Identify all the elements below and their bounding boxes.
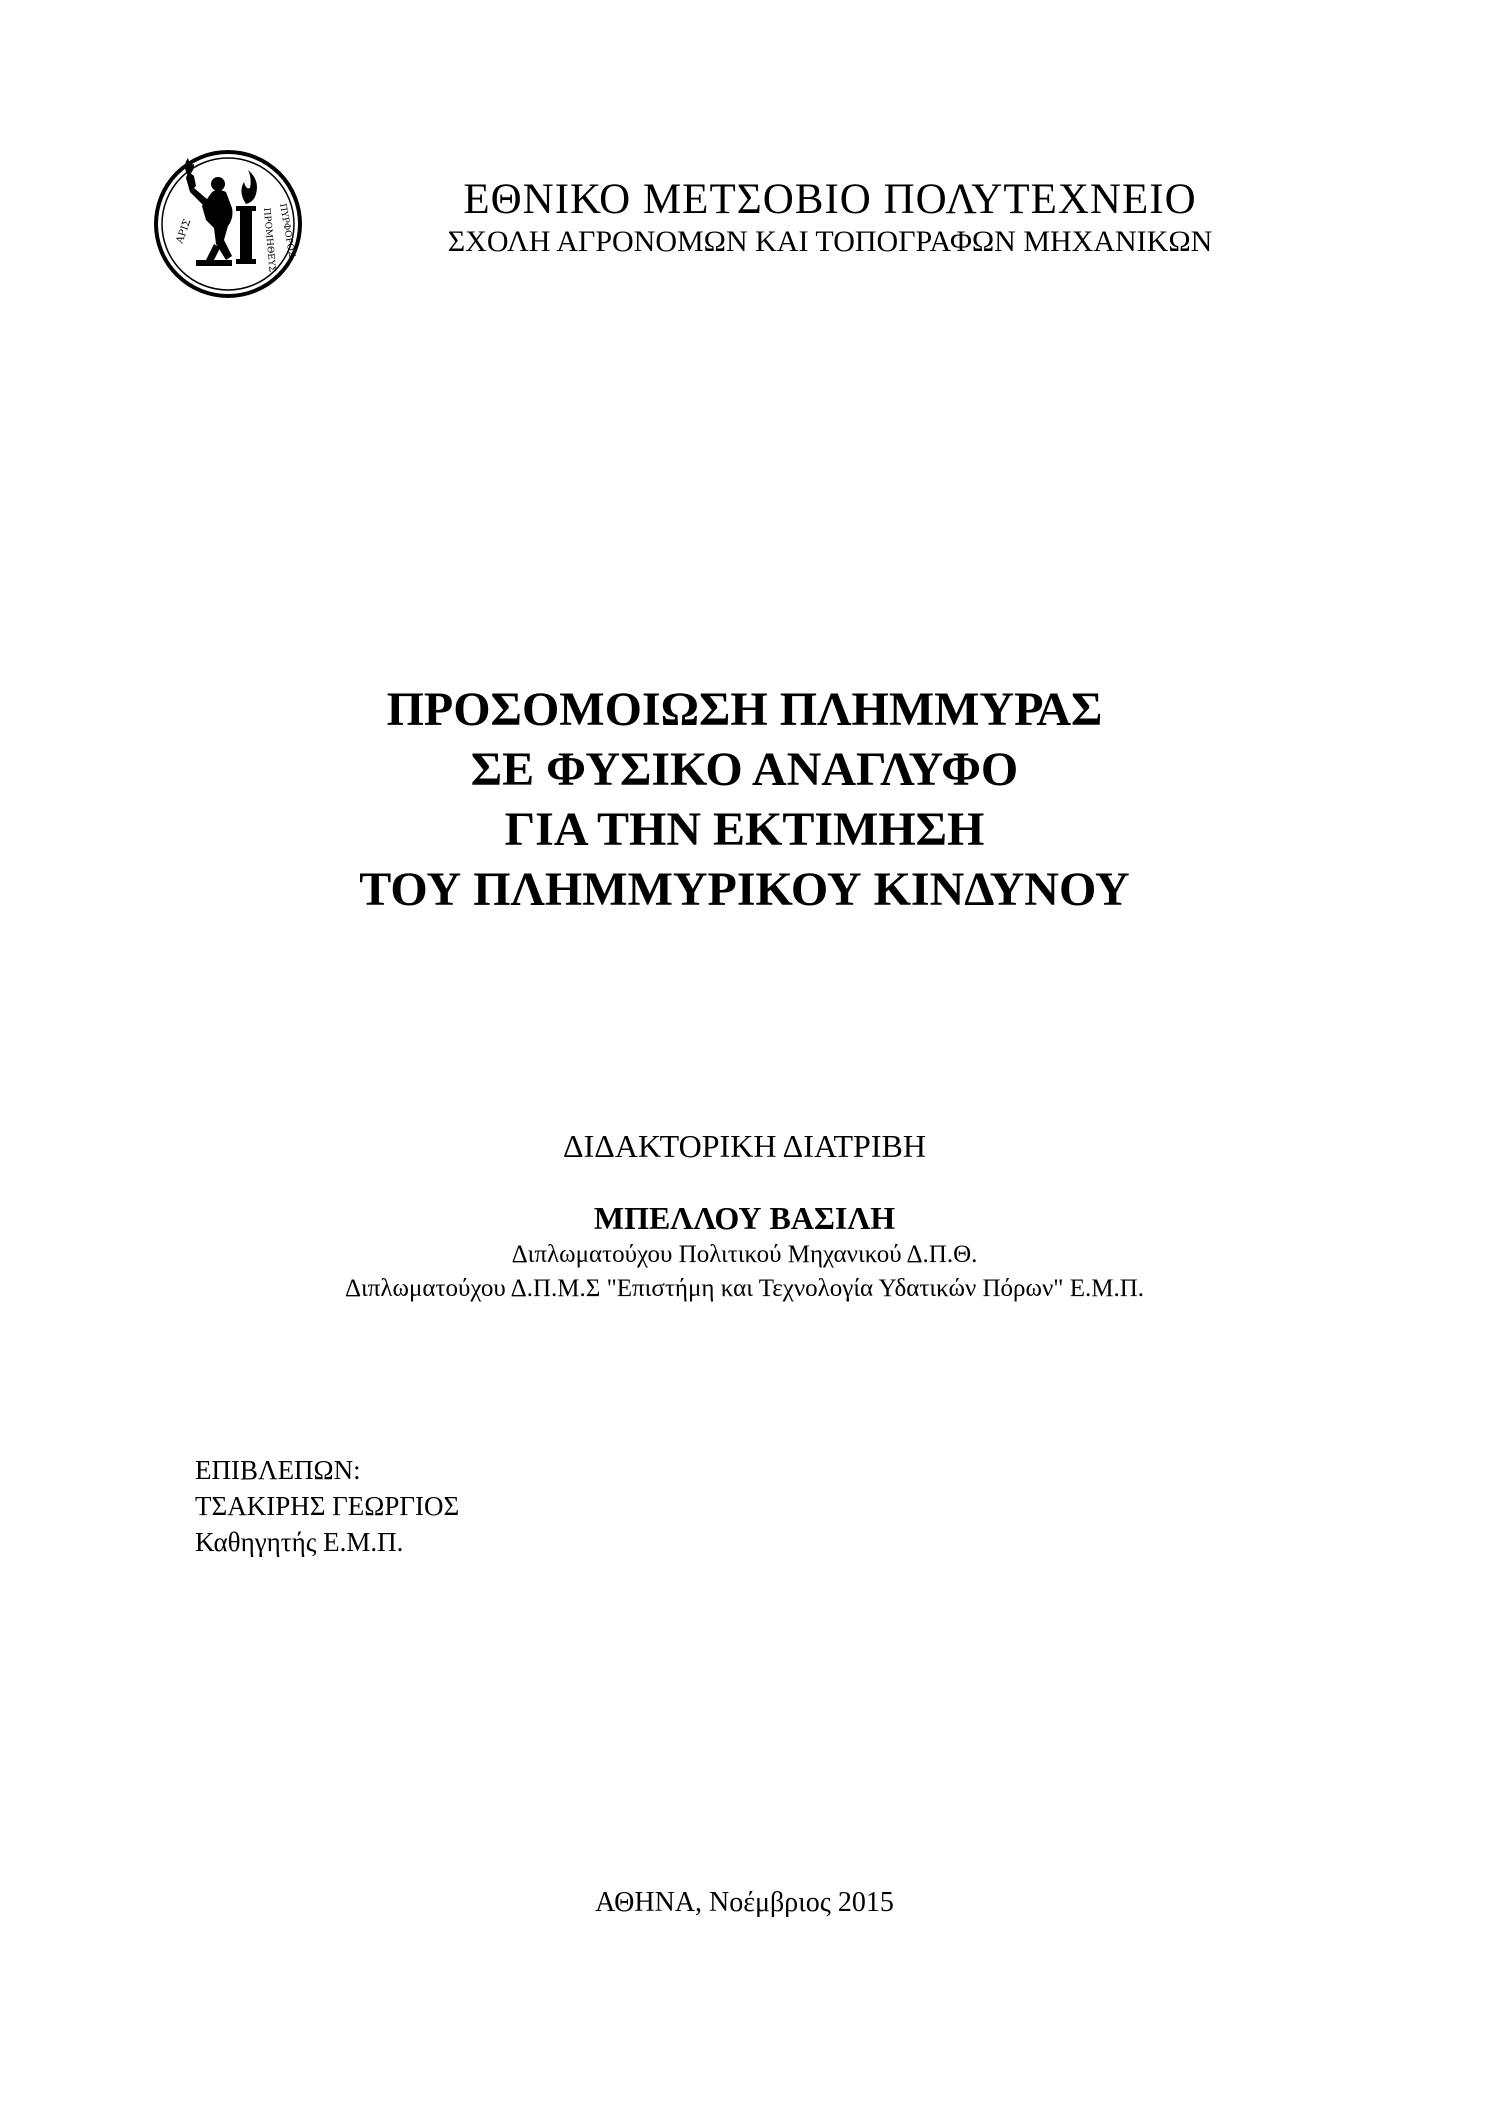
- author-degree-1: Διπλωματούχου Πολιτικού Μηχανικού Δ.Π.Θ.: [511, 1241, 978, 1268]
- svg-text:ΠΡΟΜΗΘΕΥΣ: ΠΡΟΜΗΘΕΥΣ: [261, 207, 277, 273]
- svg-text:ΑΡΙΣ: ΑΡΙΣ: [174, 217, 194, 246]
- supervisor-block: [195, 1452, 459, 1560]
- title-line-3: ΓΙΑ ΤΗΝ ΕΚΤΙΜΗΣΗ: [504, 803, 985, 856]
- thesis-type: ΔΙΔΑΚΤΟΡΙΚΗ ΔΙΑΤΡΙΒΗ: [563, 1128, 926, 1164]
- institution-name: ΕΘΝΙΚΟ ΜΕΤΣΟΒΙΟ ΠΟΛΥΤΕΧΝΕΙΟ: [463, 176, 1197, 223]
- ntua-seal-logo-icon: [152, 148, 304, 300]
- svg-text:ΠΥΡΦΟΡΟΣ: ΠΥΡΦΟΡΟΣ: [277, 202, 297, 259]
- supervisor-name: ΤΣΑΚΙΡΗΣ ΓΕΩΡΓΙΟΣ: [195, 1491, 460, 1521]
- author-degree-2: Διπλωματούχου Δ.Π.Μ.Σ "Επιστήμη και Τεχνολογία Υδατικών Πόρων" Ε.Μ.Π.: [344, 1275, 1145, 1302]
- supervisor-label: ΕΠΙΒΛΕΠΩΝ:: [195, 1455, 361, 1485]
- supervisor-position: Καθηγητής Ε.Μ.Π.: [195, 1527, 404, 1557]
- place-date: ΑΘΗΝΑ, Νοέμβριος 2015: [595, 1887, 894, 1918]
- title-line-2: ΣΕ ΦΥΣΙΚΟ ΑΝΑΓΛΥΦΟ: [470, 743, 1019, 796]
- school-name: ΣΧΟΛΗ ΑΓΡΟΝΟΜΩΝ ΚΑΙ ΤΟΠΟΓΡΑΦΩΝ ΜΗΧΑΝΙΚΩΝ: [447, 225, 1213, 258]
- title-line-4: ΤΟΥ ΠΛΗΜΜΥΡΙΚΟΥ ΚΙΝΔΥΝΟΥ: [359, 863, 1130, 916]
- author-block: [0, 1198, 1489, 1306]
- title-line-1: ΠΡΟΣΟΜΟΙΩΣΗ ΠΛΗΜΜΥΡΑΣ: [386, 683, 1103, 736]
- author-name: ΜΠΕΛΛΟΥ ΒΑΣΙΛΗ: [593, 1200, 896, 1236]
- thesis-title: [0, 680, 1489, 920]
- institution-header: [380, 176, 1280, 260]
